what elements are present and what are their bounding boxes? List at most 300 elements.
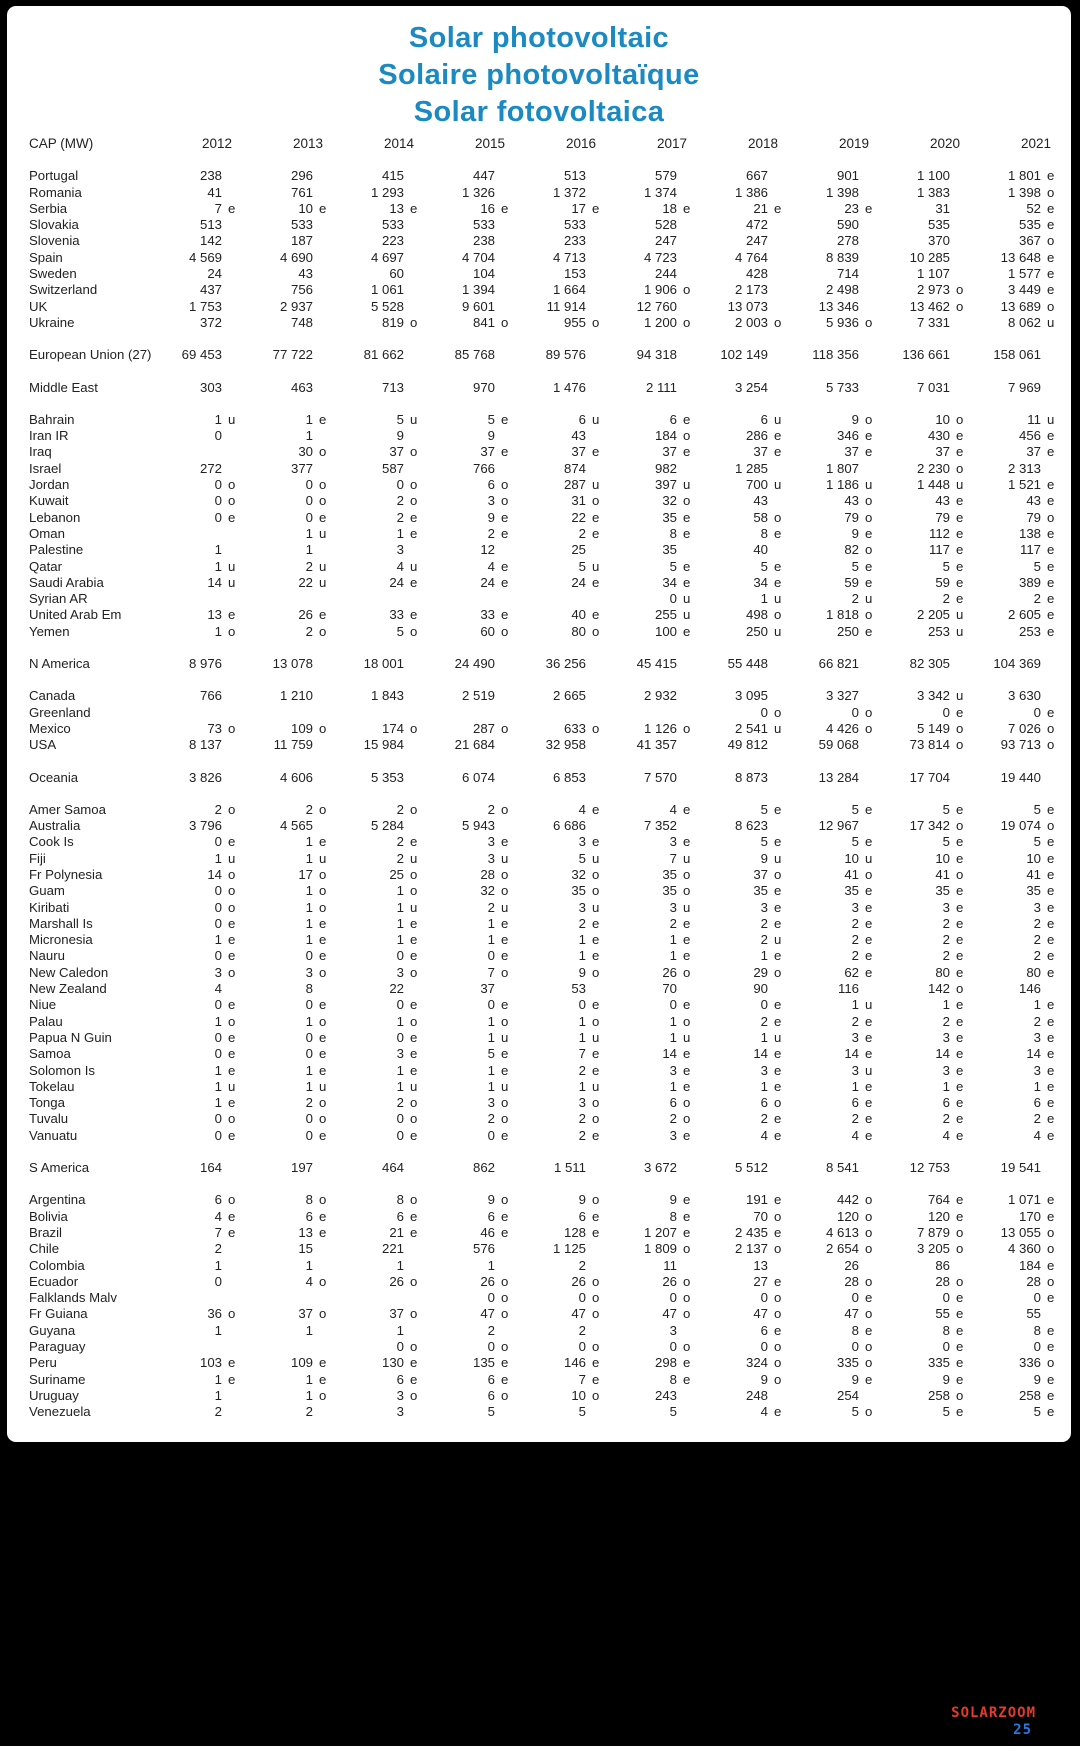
value-cell bbox=[608, 1014, 699, 1030]
value-cell bbox=[972, 834, 1063, 850]
value-flag: e bbox=[1047, 1322, 1055, 1338]
value-cell bbox=[881, 1225, 972, 1241]
value-flag: e bbox=[865, 1111, 873, 1127]
capacity-value: 3 bbox=[578, 1095, 586, 1111]
row-label: Yemen bbox=[29, 623, 70, 639]
capacity-value: 2 bbox=[396, 509, 404, 525]
value-cell bbox=[244, 250, 335, 266]
value-flag: o bbox=[774, 1306, 782, 1322]
value-cell bbox=[972, 1290, 1063, 1306]
value-flag: e bbox=[1047, 542, 1055, 558]
value-flag: e bbox=[1047, 1095, 1055, 1111]
value-flag: o bbox=[683, 1339, 691, 1354]
value-flag bbox=[222, 217, 244, 233]
capacity-value: 35 bbox=[662, 509, 677, 525]
country-row bbox=[29, 1192, 1055, 1208]
value-flag: e bbox=[1047, 850, 1055, 866]
value-flag bbox=[1041, 688, 1063, 704]
value-flag bbox=[677, 1388, 699, 1404]
title-line-fr: Solaire photovoltaïque bbox=[378, 59, 700, 91]
row-label: Suriname bbox=[29, 1371, 86, 1387]
value-cell bbox=[972, 1355, 1063, 1371]
capacity-value: 15 bbox=[298, 1241, 313, 1257]
value-flag: e bbox=[956, 1046, 964, 1062]
capacity-value: 1 bbox=[578, 948, 586, 964]
value-flag bbox=[404, 299, 426, 315]
capacity-value bbox=[153, 591, 222, 607]
capacity-value: 47 bbox=[753, 1306, 768, 1322]
capacity-value: 80 bbox=[1026, 964, 1041, 980]
value-flag: e bbox=[865, 1322, 873, 1338]
value-flag: e bbox=[683, 509, 691, 525]
value-cell bbox=[153, 851, 244, 867]
capacity-value: 3 bbox=[396, 1404, 404, 1420]
capacity-value: 25 bbox=[389, 866, 404, 882]
capacity-value: 5 bbox=[669, 1404, 677, 1420]
value-cell bbox=[608, 559, 699, 575]
value-flag: o bbox=[956, 818, 964, 834]
capacity-value: 1 bbox=[578, 1013, 586, 1029]
header-year: 2013 bbox=[292, 136, 323, 151]
value-flag: o bbox=[228, 493, 236, 509]
value-flag bbox=[313, 217, 335, 233]
country-row bbox=[29, 493, 1055, 509]
value-cell bbox=[608, 834, 699, 850]
value-flag: o bbox=[956, 298, 964, 314]
capacity-value: 104 369 bbox=[993, 656, 1041, 672]
row-label: Falklands Malv bbox=[29, 1290, 117, 1306]
country-row bbox=[29, 981, 1049, 997]
country-row bbox=[29, 1095, 1055, 1111]
value-cell bbox=[335, 916, 426, 932]
capacity-value: 2 bbox=[305, 558, 313, 574]
value-flag: e bbox=[319, 915, 327, 931]
value-cell bbox=[608, 656, 699, 672]
value-flag: e bbox=[501, 200, 509, 216]
capacity-value: 2 bbox=[851, 915, 859, 931]
capacity-value: 1 bbox=[305, 883, 313, 899]
capacity-value: 17 bbox=[298, 866, 313, 882]
capacity-value: 2 bbox=[851, 1111, 859, 1127]
value-cell bbox=[517, 656, 608, 672]
value-flag bbox=[404, 591, 426, 607]
value-flag bbox=[313, 266, 335, 282]
value-cell bbox=[517, 770, 608, 786]
value-flag: o bbox=[501, 1306, 509, 1322]
value-flag bbox=[222, 770, 244, 786]
capacity-value: 1 398 bbox=[1007, 184, 1041, 200]
capacity-value: 1 906 bbox=[643, 282, 677, 298]
value-flag: e bbox=[501, 444, 509, 460]
capacity-value: 5 bbox=[487, 1046, 495, 1062]
capacity-value: 0 bbox=[487, 997, 495, 1013]
value-flag: o bbox=[774, 1355, 782, 1371]
capacity-value: 43 bbox=[935, 493, 950, 509]
capacity-value: 8 bbox=[396, 1192, 404, 1208]
capacity-value: 55 bbox=[935, 1306, 950, 1322]
value-cell bbox=[881, 1111, 972, 1127]
value-cell bbox=[881, 1128, 972, 1144]
value-flag: o bbox=[319, 899, 327, 915]
capacity-value: 1 807 bbox=[825, 460, 859, 476]
value-cell bbox=[790, 1209, 881, 1225]
value-flag: e bbox=[865, 948, 873, 964]
capacity-value: 0 bbox=[214, 1029, 222, 1045]
value-flag bbox=[677, 770, 699, 786]
value-flag: o bbox=[410, 1192, 418, 1208]
value-flag: o bbox=[228, 1192, 236, 1208]
value-cell bbox=[972, 607, 1063, 623]
row-label: Peru bbox=[29, 1355, 57, 1371]
value-cell bbox=[244, 444, 335, 460]
capacity-value: 32 958 bbox=[545, 737, 586, 753]
value-cell bbox=[972, 883, 1063, 899]
value-cell bbox=[244, 1323, 335, 1339]
capacity-value: 324 bbox=[745, 1355, 768, 1371]
capacity-value: 0 bbox=[214, 1127, 222, 1143]
capacity-value bbox=[426, 591, 495, 607]
value-cell bbox=[335, 510, 426, 526]
value-flag: e bbox=[410, 607, 418, 623]
value-flag: e bbox=[592, 1062, 600, 1078]
value-flag: u bbox=[865, 591, 873, 607]
row-label: Chile bbox=[29, 1241, 60, 1257]
value-flag: e bbox=[683, 1078, 691, 1094]
value-flag: e bbox=[228, 1062, 236, 1078]
value-flag: e bbox=[1047, 899, 1055, 915]
value-flag: o bbox=[956, 866, 964, 882]
capacity-value: 33 bbox=[389, 607, 404, 623]
country-row bbox=[29, 314, 1055, 331]
value-flag: o bbox=[319, 623, 327, 639]
value-cell bbox=[153, 688, 244, 704]
capacity-value bbox=[335, 591, 404, 607]
capacity-value: 104 bbox=[472, 266, 495, 282]
value-cell bbox=[517, 1388, 608, 1404]
value-cell bbox=[244, 510, 335, 526]
value-cell bbox=[790, 1274, 881, 1290]
value-cell bbox=[608, 737, 699, 753]
capacity-value: 4 569 bbox=[188, 249, 222, 265]
value-flag bbox=[495, 347, 517, 363]
capacity-value: 117 bbox=[1019, 542, 1041, 558]
value-cell bbox=[790, 1111, 881, 1127]
value-flag: u bbox=[774, 477, 782, 493]
value-cell bbox=[335, 737, 426, 753]
value-flag: e bbox=[774, 574, 782, 590]
value-flag: o bbox=[592, 1306, 600, 1322]
capacity-value: 3 672 bbox=[643, 1160, 677, 1176]
value-cell bbox=[517, 493, 608, 509]
value-flag: o bbox=[410, 1013, 418, 1029]
capacity-value: 7 031 bbox=[916, 379, 950, 395]
value-flag: e bbox=[592, 509, 600, 525]
value-flag: u bbox=[592, 1029, 600, 1045]
value-cell bbox=[153, 737, 244, 753]
value-cell bbox=[244, 1404, 335, 1420]
value-flag: e bbox=[956, 1192, 964, 1208]
capacity-value: 70 bbox=[662, 981, 677, 997]
value-flag: o bbox=[774, 607, 782, 623]
value-cell bbox=[881, 932, 972, 948]
capacity-value: 1 bbox=[851, 1078, 859, 1094]
capacity-value: 9 bbox=[487, 428, 495, 444]
capacity-value: 37 bbox=[753, 866, 768, 882]
value-cell bbox=[972, 1079, 1063, 1095]
capacity-value: 5 bbox=[942, 801, 950, 817]
value-flag: o bbox=[319, 883, 327, 899]
capacity-value: 970 bbox=[472, 379, 495, 395]
value-flag bbox=[768, 1160, 790, 1176]
capacity-value: 187 bbox=[290, 233, 313, 249]
capacity-value: 1 bbox=[669, 1013, 677, 1029]
capacity-value: 6 bbox=[851, 1095, 859, 1111]
value-flag: e bbox=[501, 558, 509, 574]
row-label: Tokelau bbox=[29, 1078, 75, 1094]
value-flag bbox=[677, 250, 699, 266]
value-cell bbox=[517, 1030, 608, 1046]
value-cell bbox=[972, 217, 1063, 233]
value-cell bbox=[790, 770, 881, 786]
section-gap bbox=[29, 786, 1049, 802]
value-cell bbox=[790, 656, 881, 672]
value-cell bbox=[790, 948, 881, 964]
capacity-value: 1 bbox=[305, 542, 313, 558]
value-cell bbox=[153, 526, 244, 542]
value-cell bbox=[699, 1014, 790, 1030]
value-cell bbox=[335, 1192, 426, 1208]
capacity-value: 1 bbox=[578, 1078, 586, 1094]
capacity-value: 0 bbox=[669, 1290, 677, 1306]
value-cell bbox=[335, 1095, 426, 1111]
value-flag: u bbox=[410, 411, 418, 427]
country-row bbox=[29, 411, 1055, 428]
value-flag bbox=[768, 168, 790, 184]
capacity-value: 3 bbox=[942, 1062, 950, 1078]
capacity-value: 244 bbox=[654, 266, 677, 282]
value-cell bbox=[790, 1063, 881, 1079]
value-cell bbox=[608, 688, 699, 704]
value-cell bbox=[244, 1225, 335, 1241]
capacity-value: 2 bbox=[942, 948, 950, 964]
capacity-value: 2 bbox=[305, 1095, 313, 1111]
capacity-value: 0 bbox=[305, 477, 313, 493]
capacity-value: 1 bbox=[851, 997, 859, 1013]
capacity-value: 272 bbox=[199, 460, 222, 476]
value-cell bbox=[244, 1063, 335, 1079]
capacity-value: 9 bbox=[578, 1192, 586, 1208]
country-row bbox=[29, 737, 1055, 753]
value-cell bbox=[972, 818, 1063, 834]
capacity-value: 37 bbox=[935, 444, 950, 460]
value-flag bbox=[1041, 656, 1063, 672]
value-cell bbox=[426, 1209, 517, 1225]
value-cell bbox=[244, 1128, 335, 1144]
value-cell bbox=[790, 412, 881, 428]
value-cell bbox=[517, 818, 608, 834]
value-cell bbox=[790, 721, 881, 737]
value-cell bbox=[881, 834, 972, 850]
value-flag: o bbox=[956, 411, 964, 427]
value-cell bbox=[790, 233, 881, 249]
value-cell bbox=[153, 185, 244, 201]
table-panel bbox=[7, 6, 1071, 1442]
value-cell bbox=[881, 688, 972, 704]
value-flag: u bbox=[592, 1078, 600, 1094]
capacity-value: 80 bbox=[571, 623, 586, 639]
value-cell bbox=[790, 282, 881, 298]
value-flag: e bbox=[683, 200, 691, 216]
capacity-value: 32 bbox=[571, 866, 586, 882]
capacity-value: 3 bbox=[669, 1062, 677, 1078]
capacity-value: 370 bbox=[927, 233, 950, 249]
value-cell bbox=[244, 1095, 335, 1111]
capacity-value: 174 bbox=[381, 720, 404, 736]
country-row bbox=[29, 883, 1055, 899]
value-cell bbox=[335, 867, 426, 883]
capacity-value: 9 bbox=[851, 1371, 859, 1387]
value-cell bbox=[517, 526, 608, 542]
value-cell bbox=[699, 1306, 790, 1322]
capacity-value: 1 bbox=[578, 932, 586, 948]
value-flag: o bbox=[1047, 737, 1055, 753]
capacity-value: 1 bbox=[669, 932, 677, 948]
capacity-value: 26 bbox=[480, 1273, 495, 1289]
value-flag: e bbox=[228, 1046, 236, 1062]
value-cell bbox=[608, 721, 699, 737]
value-cell bbox=[699, 802, 790, 818]
country-row bbox=[29, 1257, 1055, 1274]
capacity-value: 70 bbox=[753, 1208, 768, 1224]
value-cell bbox=[517, 607, 608, 623]
capacity-value: 191 bbox=[745, 1192, 768, 1208]
value-cell bbox=[881, 1290, 972, 1306]
value-flag: u bbox=[319, 525, 327, 541]
capacity-value: 13 055 bbox=[1000, 1224, 1041, 1240]
value-cell bbox=[790, 493, 881, 509]
capacity-value: 9 bbox=[487, 509, 495, 525]
value-flag: e bbox=[683, 623, 691, 639]
capacity-value: 153 bbox=[563, 266, 586, 282]
value-flag: o bbox=[228, 883, 236, 899]
capacity-value: 8 137 bbox=[188, 737, 222, 753]
value-cell bbox=[426, 1274, 517, 1290]
capacity-value: 3 bbox=[1033, 1029, 1041, 1045]
row-label: Qatar bbox=[29, 558, 62, 574]
capacity-value: 303 bbox=[199, 379, 222, 395]
value-flag: o bbox=[319, 1111, 327, 1127]
row-label: Colombia bbox=[29, 1257, 85, 1273]
capacity-value: 533 bbox=[472, 217, 495, 233]
value-flag bbox=[495, 542, 517, 558]
value-flag bbox=[950, 1258, 972, 1274]
value-flag bbox=[677, 1323, 699, 1339]
capacity-value: 27 bbox=[753, 1273, 768, 1289]
value-flag: o bbox=[501, 964, 509, 980]
value-flag: o bbox=[1047, 1355, 1055, 1371]
capacity-value: 3 bbox=[669, 1322, 677, 1338]
country-row bbox=[29, 591, 1055, 607]
row-label: Syrian AR bbox=[29, 591, 88, 607]
value-flag: o bbox=[956, 981, 964, 997]
value-cell bbox=[972, 1063, 1063, 1079]
value-cell bbox=[426, 233, 517, 249]
capacity-value: 6 bbox=[487, 477, 495, 493]
capacity-value: 2 bbox=[396, 493, 404, 509]
value-flag: o bbox=[1047, 1241, 1055, 1257]
value-cell bbox=[244, 168, 335, 184]
capacity-value: 0 bbox=[305, 1029, 313, 1045]
value-cell bbox=[881, 1372, 972, 1388]
value-flag: e bbox=[774, 834, 782, 850]
value-flag: e bbox=[683, 948, 691, 964]
value-cell bbox=[426, 851, 517, 867]
value-flag bbox=[313, 1323, 335, 1339]
value-cell bbox=[335, 721, 426, 737]
value-flag: e bbox=[683, 558, 691, 574]
capacity-value: 3 bbox=[942, 899, 950, 915]
value-flag: o bbox=[501, 883, 509, 899]
value-cell bbox=[244, 1372, 335, 1388]
value-flag: o bbox=[683, 1111, 691, 1127]
capacity-value: 3 bbox=[214, 964, 222, 980]
capacity-value: 13 648 bbox=[1000, 249, 1041, 265]
capacity-value: 1 bbox=[305, 1322, 313, 1338]
value-cell bbox=[517, 1274, 608, 1290]
value-cell bbox=[790, 965, 881, 981]
value-cell bbox=[517, 1372, 608, 1388]
value-flag: e bbox=[774, 1062, 782, 1078]
value-flag: e bbox=[592, 574, 600, 590]
value-cell bbox=[244, 867, 335, 883]
section-gap bbox=[29, 640, 1049, 656]
value-cell bbox=[426, 770, 517, 786]
row-label: Mexico bbox=[29, 720, 71, 736]
row-label: European Union (27) bbox=[29, 347, 152, 363]
country-row bbox=[29, 1029, 1055, 1046]
capacity-value: 13 078 bbox=[272, 656, 313, 672]
value-cell bbox=[244, 883, 335, 899]
value-flag: o bbox=[683, 1273, 691, 1289]
country-row bbox=[29, 834, 1055, 850]
value-cell bbox=[881, 380, 972, 396]
capacity-value: 5 bbox=[1033, 558, 1041, 574]
value-flag: e bbox=[319, 1224, 327, 1240]
value-cell bbox=[244, 233, 335, 249]
capacity-value: 250 bbox=[836, 623, 859, 639]
capacity-value: 247 bbox=[745, 233, 768, 249]
value-flag bbox=[495, 266, 517, 282]
value-flag: u bbox=[774, 720, 782, 736]
value-cell bbox=[153, 770, 244, 786]
capacity-value: 819 bbox=[381, 314, 404, 330]
capacity-value: 1 476 bbox=[552, 379, 586, 395]
value-flag: o bbox=[865, 509, 873, 525]
value-flag: e bbox=[956, 1290, 964, 1306]
value-flag: o bbox=[865, 1339, 873, 1354]
value-cell bbox=[153, 607, 244, 623]
capacity-value: 2 bbox=[487, 525, 495, 541]
value-flag bbox=[313, 250, 335, 266]
capacity-value: 79 bbox=[1026, 509, 1041, 525]
value-cell bbox=[881, 168, 972, 184]
capacity-value: 13 bbox=[298, 1224, 313, 1240]
row-label: USA bbox=[29, 737, 57, 753]
value-flag bbox=[404, 656, 426, 672]
value-flag bbox=[313, 1258, 335, 1274]
value-flag bbox=[768, 1388, 790, 1404]
capacity-value: 6 853 bbox=[552, 769, 586, 785]
